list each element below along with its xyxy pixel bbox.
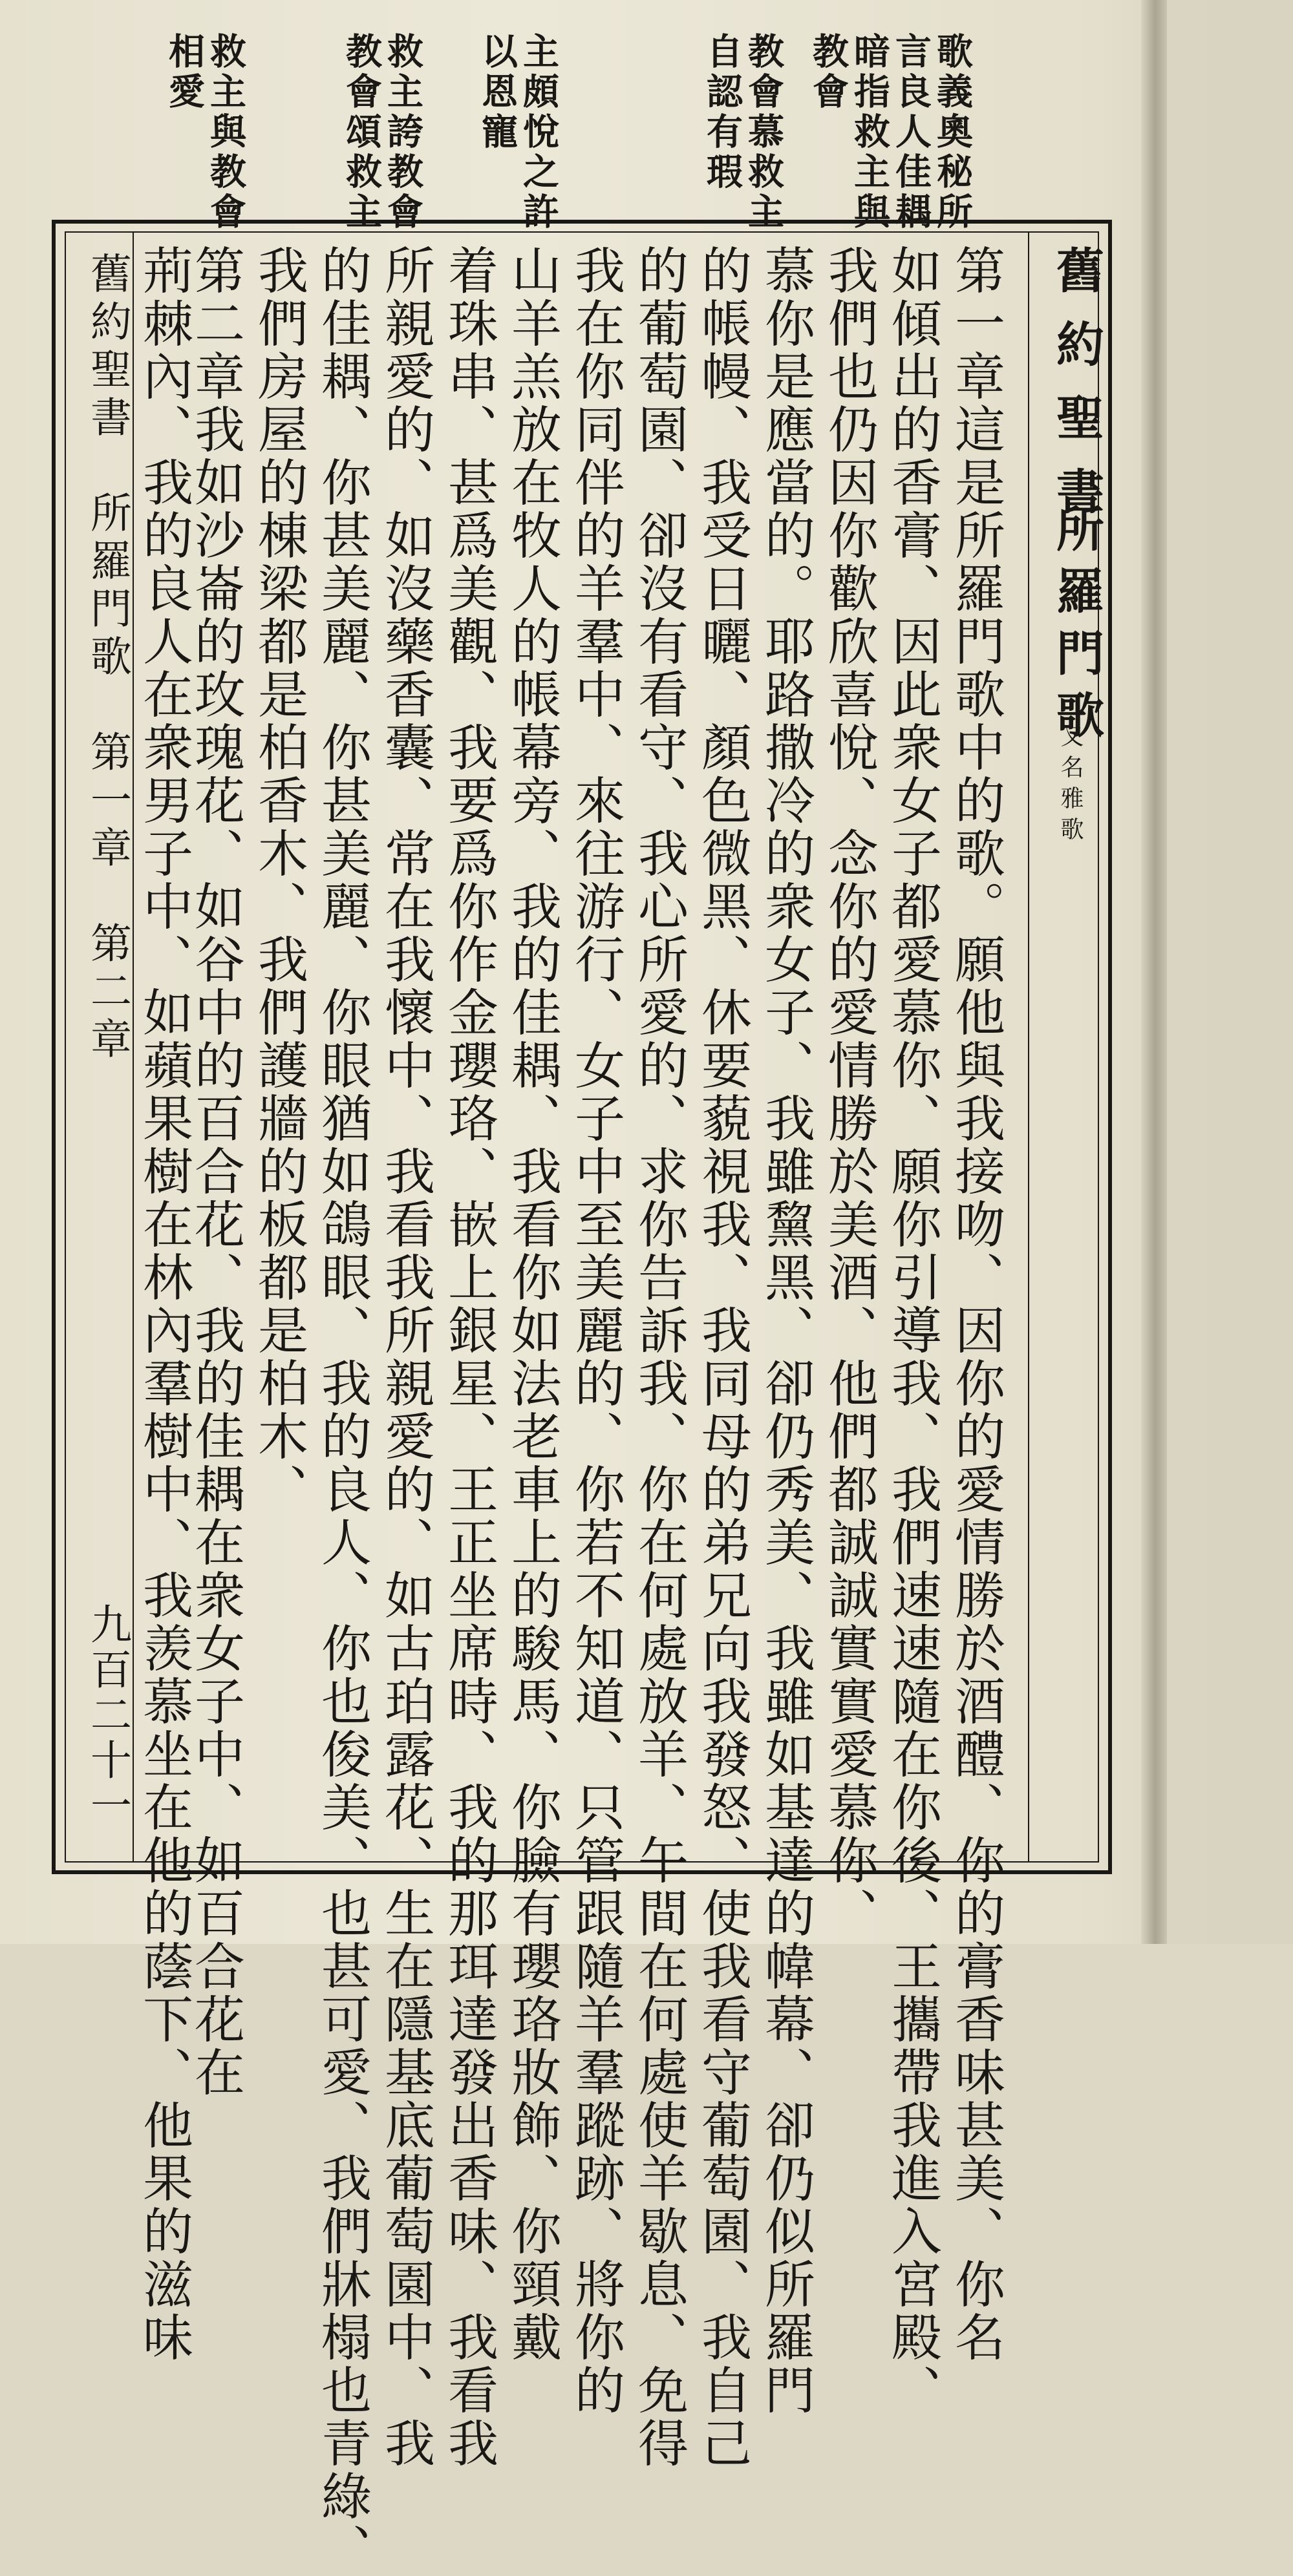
page-header-alt-name: 又名雅歌	[1057, 724, 1084, 848]
page-number: 九百二十一	[83, 1603, 131, 1829]
top-note: 言良人佳耦	[890, 32, 932, 233]
text-column: 的葡萄園、卻沒有看守、我心所愛的、求你告訴我、你在何處放羊、午間在何處使羊歇息、免得	[630, 244, 688, 2470]
text-column: 第一章這是所羅門歌中的歌。願他與我接吻、因你的愛情勝於酒醴、你的膏香味甚美、你名	[946, 244, 1005, 2364]
top-note: 歌義奧秘所	[931, 32, 974, 233]
top-note: 以恩寵	[476, 32, 518, 153]
text-column: 的佳耦、你甚美麗、你甚美麗、你眼猶如鴿眼、我的良人、你也俊美、也甚可愛、我們牀榻也青綠、	[313, 244, 371, 2576]
text-column: 我們房屋的棟梁都是柏香木、我們護牆的板都是柏木、	[250, 244, 308, 1516]
text-column: 我們也仍因你歡欣喜悅、念你的愛情勝於美酒、他們都誠誠實實愛慕你、	[820, 244, 878, 1940]
top-note: 暗指救主與	[848, 32, 891, 233]
text-column: 的帳幔、我受日曬、顏色微黑、休要藐視我、我同母的弟兄向我發怒、使我看守葡萄園、我自己	[693, 244, 751, 2470]
top-note: 救主與教會	[204, 32, 247, 233]
top-note: 教會	[807, 32, 850, 112]
top-note: 主頗悅之許	[517, 32, 560, 233]
top-note: 相愛	[163, 32, 206, 112]
header-rule	[1028, 231, 1029, 1863]
book-gutter	[1141, 0, 1167, 1944]
top-note: 救主誇教會	[381, 32, 424, 233]
text-column: 如傾出的香膏、因此衆女子都愛慕你、願你引導我、我們速速隨在你後、王攜帶我進入宮殿、	[883, 244, 941, 2417]
text-column: 慕你是應當的。耶路撒冷的衆女子、我雖黧黑、卻仍秀美、我雖如基達的幃幕、卻仍似所羅門	[756, 244, 815, 2417]
text-column: 所親愛的、如沒藥香囊、常在我懷中、我看我所親愛的、如古珀露花、生在隱基底葡萄園中、我	[376, 244, 434, 2470]
page-header-book-title: 舊約聖書	[1049, 246, 1104, 540]
top-note: 教會頌救主	[340, 32, 383, 233]
text-column: 我在你同伴的羊羣中、來往游行、女子中至美麗的、你若不知道、只管跟隨羊羣蹤跡、將你的	[566, 244, 625, 2417]
top-note: 教會慕救主	[742, 32, 785, 233]
text-column: 山羊羔放在牧人的帳幕旁、我的佳耦、我看你如法老車上的駿馬、你臉有瓔珞妝飾、你頸戴	[503, 244, 561, 2364]
text-column: 着珠串、甚爲美觀、我要爲你作金瓔珞、嵌上銀星、王正坐席時、我的那珥達發出香味、我看我	[440, 244, 498, 2470]
running-head: 舊約聖書 所羅門歌 第一章 第二章	[83, 252, 131, 1065]
text-column: 第二章我如沙崙的玫瑰花、如谷中的百合花、我的佳耦在衆女子中、如百合花在	[186, 244, 244, 2099]
text-column: 荊棘內、我的良人在衆男子中、如蘋果樹在林內羣樹中、我羡慕坐在他的蔭下、他果的滋味	[134, 244, 193, 2364]
top-note: 自認有瑕	[701, 32, 743, 193]
page-header-chapter-title: 所羅門歌	[1049, 504, 1104, 752]
facing-page-edge	[1167, 0, 1293, 1944]
